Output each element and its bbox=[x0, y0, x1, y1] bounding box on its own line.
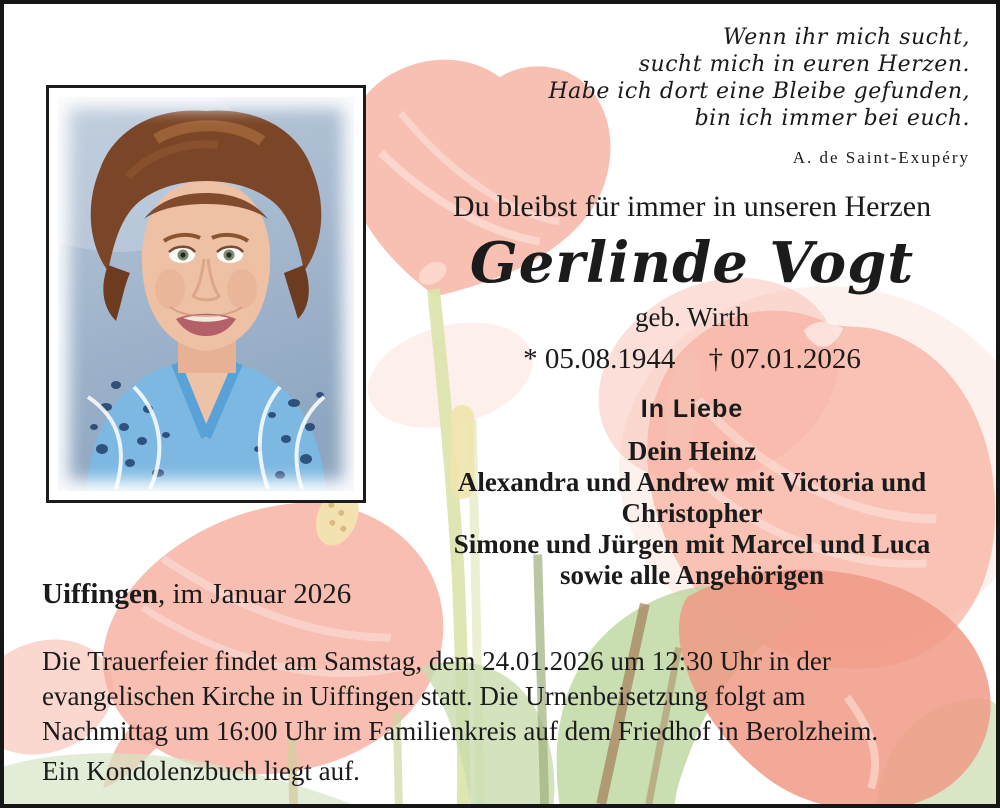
mourner-line: sowie alle Angehörigen bbox=[560, 560, 824, 590]
announcement-column bbox=[409, 190, 975, 591]
death-date: † 07.01.2026 bbox=[708, 343, 861, 375]
birth-date: * 05.08.1944 bbox=[523, 343, 676, 375]
poem-line: sucht mich in euren Herzen. bbox=[638, 52, 970, 77]
mourner-line: Christopher bbox=[621, 498, 763, 528]
funeral-line: Nachmittag um 16:00 Uhr im Familienkreis auf dem Friedhof in Berolzheim. bbox=[42, 716, 879, 746]
poem-attribution: A. de Saint-Exupéry bbox=[792, 148, 970, 167]
portrait-photo bbox=[58, 97, 354, 491]
portrait-photo-frame bbox=[46, 85, 366, 503]
poem-line: bin ich immer bei euch. bbox=[694, 106, 970, 131]
funeral-line: evangelischen Kirche in Uiffingen statt. Die Urnenbeisetzung folgt am bbox=[42, 681, 806, 711]
mourner-line: Simone und Jürgen mit Marcel und Luca bbox=[453, 529, 931, 559]
maiden-name: geb. Wirth bbox=[635, 302, 749, 332]
dateline bbox=[42, 578, 351, 611]
poem-line: Habe ich dort eine Bleibe gefunden, bbox=[548, 79, 970, 104]
condolence-note: Ein Kondolenzbuch liegt auf. bbox=[42, 756, 360, 786]
dateline-place: Uiffingen bbox=[42, 578, 158, 610]
life-dates bbox=[409, 342, 975, 376]
mourners-list bbox=[409, 436, 975, 591]
funeral-line: Die Trauerfeier findet am Samstag, dem 24.01.2026 um 12:30 Uhr in der bbox=[42, 646, 831, 676]
funeral-notice bbox=[42, 644, 977, 749]
mourner-line: Dein Heinz bbox=[627, 436, 757, 466]
memorial-poem bbox=[548, 24, 970, 171]
tribute-line: Du bleibst für immer in unseren Herzen bbox=[452, 190, 932, 223]
deceased-name: Gerlinde Vogt bbox=[469, 230, 915, 296]
mourner-line: Alexandra und Andrew mit Victoria und bbox=[457, 467, 927, 497]
poem-line: Wenn ihr mich sucht, bbox=[722, 25, 970, 50]
dateline-suffix: , im Januar 2026 bbox=[158, 578, 352, 610]
mourners-intro: In Liebe bbox=[640, 395, 744, 423]
